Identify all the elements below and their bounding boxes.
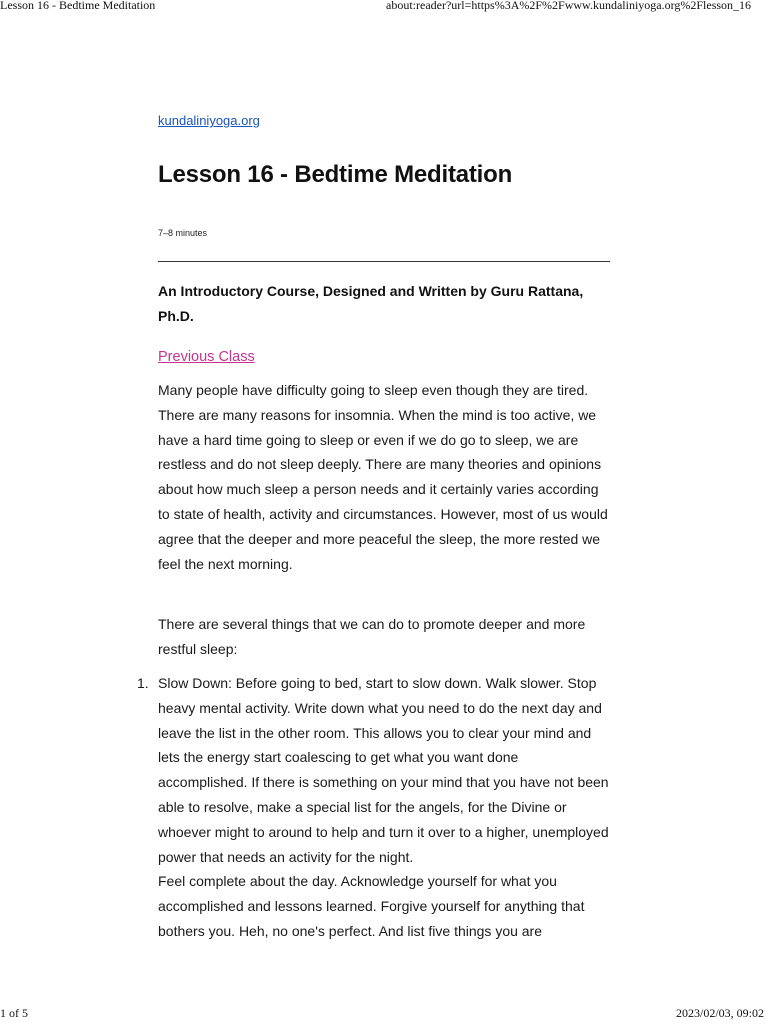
list-item-continuation: Feel complete about the day. Acknowledge yourself for what you accomplished and lessons learned. Forgive yourself for anything that bothers you. Heh, no one's perfect. And list five things you are [158,873,585,939]
source-domain-link[interactable]: kundaliniyoga.org [158,113,260,128]
sleep-steps-list [137,671,610,944]
course-intro: An Introductory Course, Designed and Written by Guru Rattana, Ph.D. [158,283,584,324]
paragraph-insomnia: Many people have difficulty going to sleep even though they are tired. There are many reasons for insomnia. When the mind is too active, we have a hard time going to sleep or even if we do go to sleep, we are restless and do not sleep deeply. There are many theories and opinions about how much sleep a person needs and it certainly varies according to state of health, activity and circumstances. However, most of us would agree that the deeper and more peaceful the sleep, the more rested we feel the next morning. [158,382,608,572]
page-title: Lesson 16 - Bedtime Meditation [158,161,513,188]
list-item [137,671,610,944]
paragraph-restful-sleep: There are several things that we can do to promote deeper and more restful sleep: [158,616,586,657]
page-number: 1 of 5 [0,1006,28,1020]
list-item-text: Slow Down: Before going to bed, start to slow down. Walk slower. Stop heavy mental activity. Write down what you need to do the next day and leave the list in the other room. This allows you to clear your mind and lets the energy start coalescing to get what you want done accomplished. If there is something on your mind that you have not been able to resolve, make a special list for the angels, for the Divine or whoever might to around to help and turn it over to a higher, unemployed power that needs an activity for the night. [158,675,609,865]
print-footer [0,1006,768,1024]
reader-article [137,112,610,939]
print-header-url: about:reader?url=https%3A%2F%2Fwww.kundaliniyoga.org%2Flesson_16 [386,0,752,12]
print-datetime: 2023/02/03, 09:02 [676,1006,765,1020]
list-item-number: 1. [137,675,149,691]
header-divider [158,261,610,262]
previous-class-link[interactable]: Previous Class [158,349,255,365]
print-header-title: Lesson 16 - Bedtime Meditation [0,0,156,12]
reading-time: 7–8 minutes [158,228,208,238]
print-header [0,0,768,14]
